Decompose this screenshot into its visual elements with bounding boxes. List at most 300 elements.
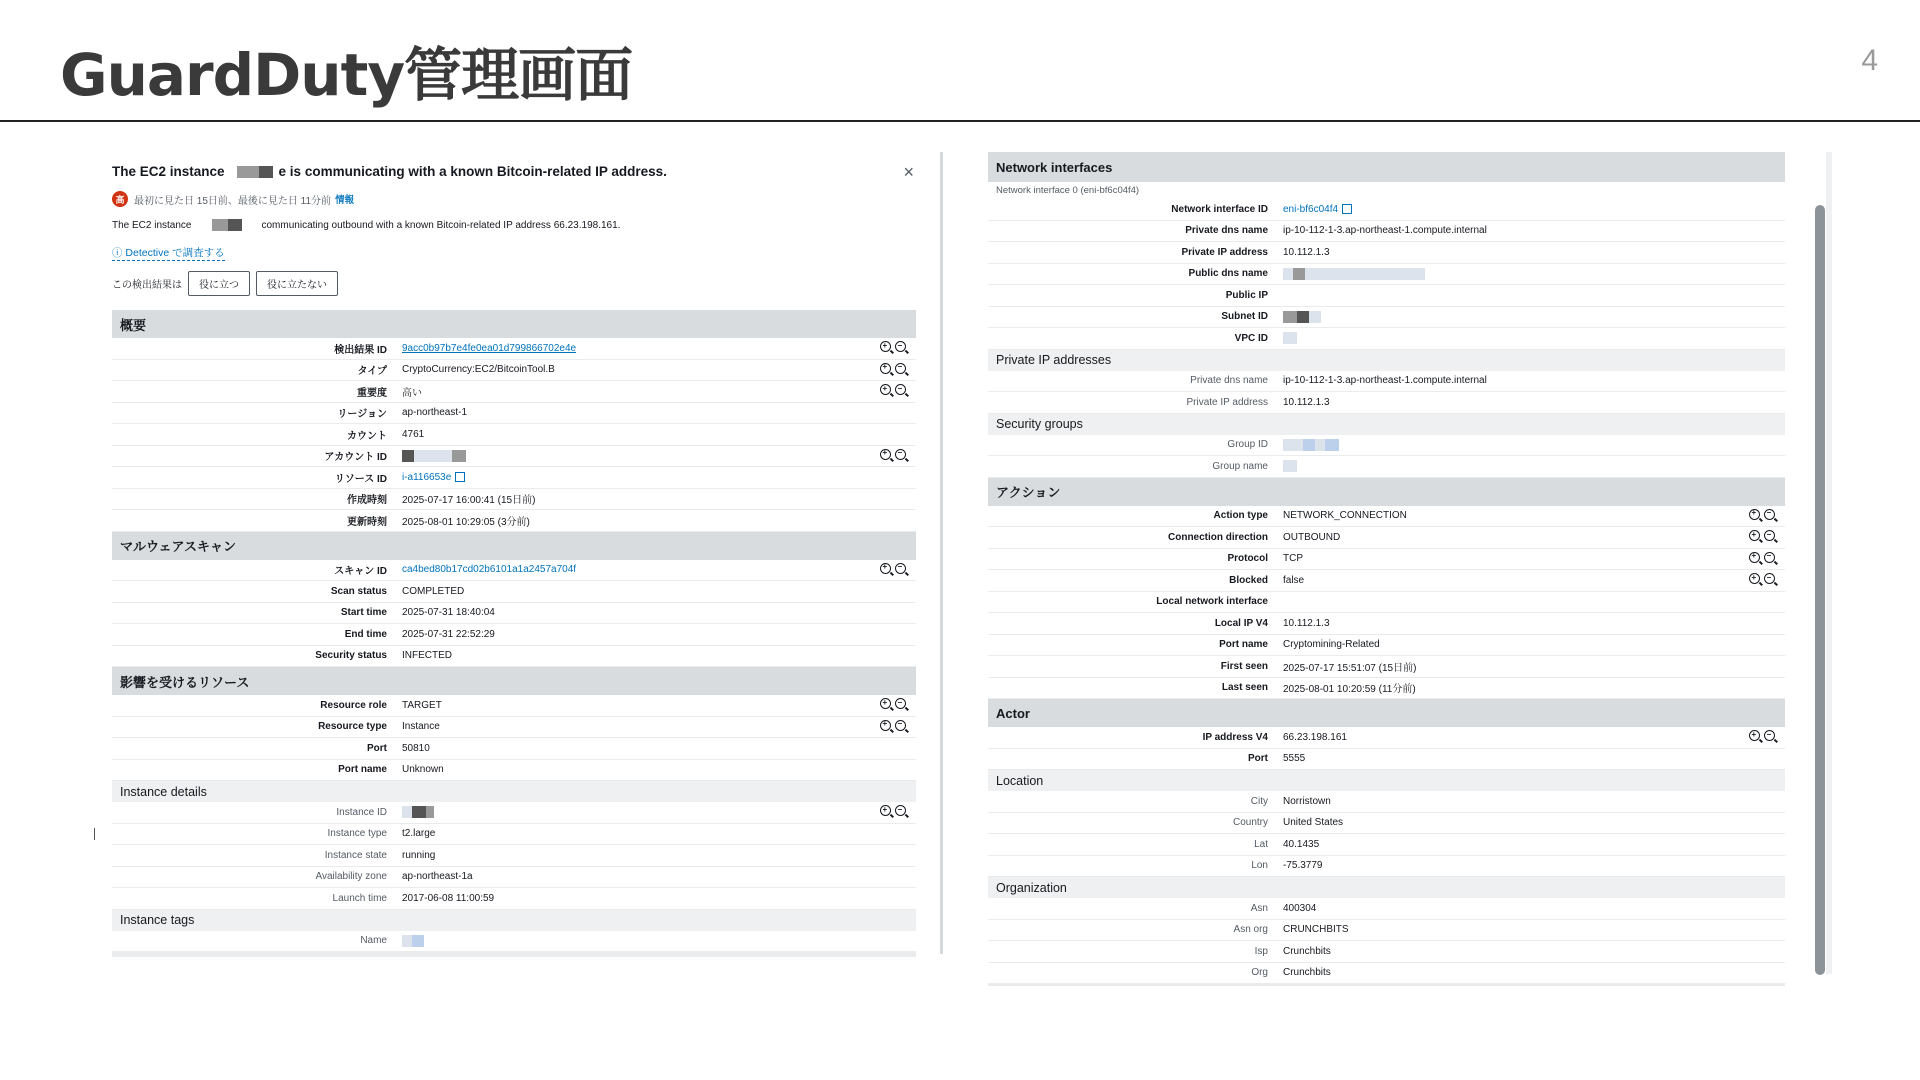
zoom-in-icon[interactable]: + [1749,573,1760,584]
zoom-out-icon[interactable]: − [895,449,906,460]
field-label: Private dns name [1185,225,1268,237]
field-value-text: 9acc0b97b7e4fe0ea01d799866702e4e [402,342,577,354]
field-value-text: 2017-06-08 11:00:59 [402,892,495,904]
filter-icons [880,720,906,731]
filter-icons [880,449,906,460]
zoom-in-icon[interactable]: + [880,449,891,460]
field-label: Lat [1254,838,1268,850]
panel-bottom-edge [988,984,1785,986]
desc-prefix: The EC2 instance [112,219,192,231]
finding-description [112,219,916,231]
table-row [112,695,916,717]
instance-tag-rows [112,931,916,953]
table-row [112,888,916,910]
field-value [1283,967,1785,978]
detective-link-label: Detective で調査する [125,247,225,259]
redacted-block [412,935,424,947]
section-security-groups: Security groups [988,414,1785,435]
redacted-block [412,806,426,818]
field-label: 重要度 [357,387,387,399]
field-label: End time [344,628,387,640]
field-value-text: TARGET [402,699,442,711]
field-value [402,650,916,661]
table-row [112,381,916,403]
table-row [988,307,1785,329]
table-row [112,760,916,782]
field-label: Last seen [1221,682,1268,694]
zoom-in-icon[interactable]: + [880,363,891,374]
field-value [1283,659,1785,674]
redacted-block [1309,311,1321,323]
section-location: Location [988,770,1785,791]
field-value-text: Crunchbits [1283,945,1331,957]
redacted-block [1315,439,1325,451]
field-value [1283,439,1785,451]
field-value [402,450,916,462]
field-label: Resource type [318,721,387,733]
table-row [988,221,1785,243]
redacted-block [259,166,273,178]
field-value [1283,946,1785,957]
field-label: Blocked [1229,574,1268,586]
field-label: Port name [1219,639,1268,651]
zoom-out-icon[interactable]: − [895,384,906,395]
external-link-icon[interactable] [455,472,465,482]
cursor-mark [94,828,95,840]
field-label: Action type [1213,510,1268,522]
zoom-out-icon[interactable]: − [1764,730,1775,741]
table-row [112,446,916,468]
zoom-out-icon[interactable]: − [895,805,906,816]
table-row [988,506,1785,528]
field-label: Private dns name [1190,375,1268,387]
table-row [988,549,1785,571]
info-link[interactable]: 情報 [335,195,355,206]
field-value [1283,860,1785,871]
field-label: Group name [1212,460,1268,472]
section-malware-scan: マルウェアスキャン [112,532,916,560]
field-value-text: -75.3779 [1283,860,1323,872]
redacted-block [1283,268,1293,280]
section-actor: Actor [988,699,1785,727]
field-value [1283,903,1785,914]
field-value [1283,532,1785,543]
section-overview: 概要 [112,310,916,338]
malware-rows [112,560,916,668]
field-value[interactable] [1283,204,1785,215]
field-label: Instance state [324,849,387,861]
table-row [112,931,916,953]
redacted-block [1305,268,1425,280]
title-divider [0,120,1920,122]
redacted-block [237,166,259,178]
redacted-block [402,935,412,947]
field-value-text: running [402,849,436,861]
zoom-in-icon[interactable]: + [880,698,891,709]
field-value-text: t2.large [402,828,436,840]
table-row [988,456,1785,478]
field-label: タイプ [357,366,387,378]
table-row [988,941,1785,963]
table-row [988,834,1785,856]
field-label: Security status [315,650,387,662]
zoom-out-icon[interactable]: − [895,563,906,574]
zoom-in-icon[interactable]: + [880,563,891,574]
table-row [988,242,1785,264]
table-row [112,424,916,446]
field-label: Port [367,742,387,754]
table-row [988,527,1785,549]
field-label: Launch time [332,892,387,904]
field-value-text: ca4bed80b17cd02b6101a1a2457a704f [402,564,577,576]
field-value-text: CRUNCHBITS [1283,924,1349,936]
table-row [988,435,1785,457]
redacted-block [452,450,466,462]
table-row [988,856,1785,878]
field-value-text: OUTBOUND [1283,531,1341,543]
instance-detail-rows [112,802,916,910]
finding-title-suffix: e is communicating with a known Bitcoin-related IP address. [278,164,667,179]
table-row [112,560,916,582]
table-row [988,570,1785,592]
field-value [402,721,916,732]
filter-icons [1749,730,1775,741]
field-value[interactable] [402,472,916,483]
actor-rows [988,727,1785,770]
close-icon[interactable]: × [903,162,914,182]
field-label: リージョン [337,409,387,421]
field-label: Public IP [1225,289,1268,301]
field-value-text: 400304 [1283,902,1317,914]
field-label: 更新時刻 [347,516,387,528]
zoom-in-icon[interactable]: + [1749,552,1760,563]
zoom-out-icon[interactable]: − [1764,530,1775,541]
field-value-text: false [1283,574,1305,586]
finding-details-panel-continued [988,152,1785,986]
field-label: Private IP address [1186,396,1268,408]
table-row [988,813,1785,835]
useful-button[interactable]: 役に立つ [188,271,250,296]
scrollbar-track[interactable] [1826,152,1832,974]
field-value-text: 10.112.1.3 [1283,617,1330,629]
table-row [988,392,1785,414]
field-value-text: 2025-07-17 15:51:07 (15日前) [1283,662,1417,674]
field-label: Scan status [330,585,387,597]
page-number: 4 [1861,44,1878,77]
filter-icons [880,384,906,395]
field-label: アカウント ID [324,452,387,464]
table-row [988,749,1785,771]
field-label: VPC ID [1234,332,1268,344]
field-value [402,893,916,904]
field-value [402,491,916,506]
zoom-in-icon[interactable]: + [880,805,891,816]
zoom-out-icon[interactable]: − [1764,573,1775,584]
redacted-block [1283,332,1297,344]
filter-icons [880,698,906,709]
table-row [988,727,1785,749]
finding-title-prefix: The EC2 instance [112,164,225,179]
field-value [1283,375,1785,386]
redacted-block [402,806,412,818]
field-label: リソース ID [334,473,387,485]
field-label: First seen [1220,660,1268,672]
zoom-out-icon[interactable]: − [1764,552,1775,563]
field-label: Protocol [1227,553,1268,565]
field-value-text: Unknown [402,764,444,776]
zoom-in-icon[interactable]: + [880,384,891,395]
field-label: Name [360,935,387,947]
field-value [402,806,916,818]
field-label: Instance ID [336,806,387,818]
field-value-text: ip-10-112-1-3.ap-northeast-1.compute.internal [1283,225,1487,237]
panel-bottom-edge [112,952,916,957]
table-row [112,510,916,532]
feedback-label: この検出結果は [112,280,182,291]
table-row [112,624,916,646]
scrollbar-thumb[interactable] [1815,205,1825,975]
filter-icons [1749,530,1775,541]
table-row [112,467,916,489]
redacted-block [414,450,452,462]
organization-rows [988,898,1785,984]
field-value-text: 2025-07-31 22:52:29 [402,628,495,640]
table-row [112,360,916,382]
field-value-text: Instance [402,721,440,733]
table-row [988,635,1785,657]
field-value-text: TCP [1283,553,1303,565]
table-row [988,328,1785,350]
field-label: Asn [1250,902,1268,914]
field-value [402,364,916,375]
feedback-row [112,271,916,296]
zoom-out-icon[interactable]: − [895,698,906,709]
field-value [402,700,916,711]
field-value [402,629,916,640]
field-value [402,828,916,839]
field-value [1283,732,1785,743]
field-value [402,850,916,861]
redacted-block [426,806,434,818]
table-row [988,285,1785,307]
field-label: Instance type [327,828,387,840]
field-label: 作成時刻 [347,495,387,507]
field-value [1283,460,1785,472]
field-value [402,407,916,418]
overview-rows [112,338,916,532]
section-network-interfaces: Network interfaces [988,152,1785,182]
field-value[interactable] [402,564,916,575]
field-value [402,764,916,775]
field-value-text: i-a116653e [402,471,452,483]
redacted-block [1283,311,1297,323]
zoom-in-icon[interactable]: + [1749,509,1760,520]
field-value-text: 高い [402,387,422,399]
zoom-in-icon[interactable]: + [1749,730,1760,741]
field-value [1283,680,1785,695]
field-value-text: NETWORK_CONNECTION [1283,510,1407,522]
field-value-text: ap-northeast-1 [402,407,468,419]
redacted-block [402,450,414,462]
field-value-text: 5555 [1283,753,1306,765]
table-row [112,489,916,511]
field-label: Connection direction [1168,531,1268,543]
field-label: Org [1251,967,1268,979]
field-value-text: 66.23.198.161 [1283,731,1347,743]
field-value [1283,575,1785,586]
field-value [1283,639,1785,650]
field-value [402,607,916,618]
field-value [1283,817,1785,828]
seen-text: 最初に見た日 15日前、最後に見た日 11分前 [134,195,332,207]
redacted-block [1325,439,1339,451]
field-value [1283,397,1785,408]
field-value-text: Norristown [1283,795,1331,807]
zoom-in-icon[interactable]: + [880,341,891,352]
field-value-text: 10.112.1.3 [1283,396,1330,408]
filter-icons [880,363,906,374]
field-value [1283,332,1785,344]
field-value [1283,839,1785,850]
field-label: Private IP address [1181,246,1268,258]
filter-icons [880,341,906,352]
table-row [988,613,1785,635]
field-value [1283,553,1785,564]
filter-icons [880,805,906,816]
zoom-out-icon[interactable]: − [895,363,906,374]
field-value [1283,753,1785,764]
field-value-text: 2025-07-17 16:00:41 (15日前) [402,495,536,507]
field-label: Network interface ID [1171,203,1268,215]
redacted-block [228,219,242,231]
table-row [988,371,1785,393]
table-row [988,678,1785,700]
redacted-block [212,219,228,231]
field-value [1283,225,1785,236]
field-label: Port [1248,753,1268,765]
table-row [988,199,1785,221]
section-action: アクション [988,478,1785,506]
field-label: Resource role [320,699,387,711]
zoom-out-icon[interactable]: − [895,720,906,731]
table-row [112,717,916,739]
external-link-icon[interactable] [1342,204,1352,214]
field-value [1283,268,1785,280]
field-label: Country [1232,817,1268,829]
field-value-text: Cryptomining-Related [1283,639,1380,651]
section-affected-resources: 影響を受けるリソース [112,667,916,695]
table-row [112,824,916,846]
field-value-text: 2025-07-31 18:40:04 [402,607,495,619]
redacted-block [1283,439,1303,451]
table-row [988,963,1785,985]
field-value-text: United States [1283,817,1344,829]
affected-rows [112,695,916,781]
section-instance-tags: Instance tags [112,910,916,931]
field-value [402,935,916,947]
field-value-text: 2025-08-01 10:20:59 (11分前) [1283,684,1416,696]
field-label: カウント [347,430,387,442]
table-row [112,403,916,425]
field-value-text: 40.1435 [1283,838,1320,850]
field-label: Asn org [1233,924,1268,936]
table-row [988,898,1785,920]
field-label: Lon [1251,860,1268,872]
field-label: Public dns name [1188,268,1268,280]
zoom-out-icon[interactable]: − [1764,509,1775,520]
filter-icons [1749,573,1775,584]
private-ip-rows [988,371,1785,414]
field-value[interactable] [402,343,916,354]
redacted-block [1303,439,1315,451]
table-row [112,603,916,625]
field-label: スキャン ID [334,566,387,578]
not-useful-button[interactable]: 役に立たない [256,271,338,296]
network-interface-caption: Network interface 0 (eni-bf6c04f4) [996,185,1140,196]
table-row [112,802,916,824]
section-instance-details: Instance details [112,781,916,802]
severity-high-icon: 高 [112,191,128,207]
finding-details-panel [112,152,916,957]
field-label: IP address V4 [1202,731,1268,743]
field-value [1283,510,1785,521]
redacted-block [1283,460,1297,472]
table-row [988,592,1785,614]
field-value [402,871,916,882]
field-value-text: INFECTED [402,650,452,662]
section-organization: Organization [988,877,1785,898]
redacted-block [1297,311,1309,323]
table-row [988,920,1785,942]
location-rows [988,791,1785,877]
desc-suffix: communicating outbound with a known Bitcoin-related IP address 66.23.198.161. [261,219,621,231]
field-value-text: eni-bf6c04f4 [1283,203,1339,215]
section-private-ip-addresses: Private IP addresses [988,350,1785,371]
zoom-in-icon[interactable]: + [880,720,891,731]
field-value [402,586,916,597]
table-row [112,867,916,889]
field-label: Subnet ID [1221,311,1268,323]
zoom-in-icon[interactable]: + [1749,530,1760,541]
field-label: Availability zone [315,871,387,883]
field-value-text: ip-10-112-1-3.ap-northeast-1.compute.internal [1283,375,1487,387]
table-row [988,656,1785,678]
field-value [1283,924,1785,935]
table-row [112,338,916,360]
slide-title: GuardDuty管理画面 [60,41,633,109]
field-value [1283,311,1785,323]
severity-line [112,191,916,207]
detective-investigate-link[interactable]: ⓘ Detective で調査する [112,247,225,259]
field-label: Local IP V4 [1214,617,1268,629]
field-value [402,513,916,528]
zoom-out-icon[interactable]: − [895,341,906,352]
field-value [402,384,916,399]
filter-icons [880,563,906,574]
field-value-text: 2025-08-01 10:29:05 (3分前) [402,516,530,528]
filter-icons [1749,552,1775,563]
security-group-rows [988,435,1785,478]
redacted-block [1293,268,1305,280]
table-row [988,264,1785,286]
table-row [112,581,916,603]
table-row [112,646,916,668]
field-value-text: 4761 [402,428,425,440]
field-value-text: Crunchbits [1283,967,1331,979]
field-label: Group ID [1227,439,1268,451]
field-value [1283,247,1785,258]
table-row [112,845,916,867]
